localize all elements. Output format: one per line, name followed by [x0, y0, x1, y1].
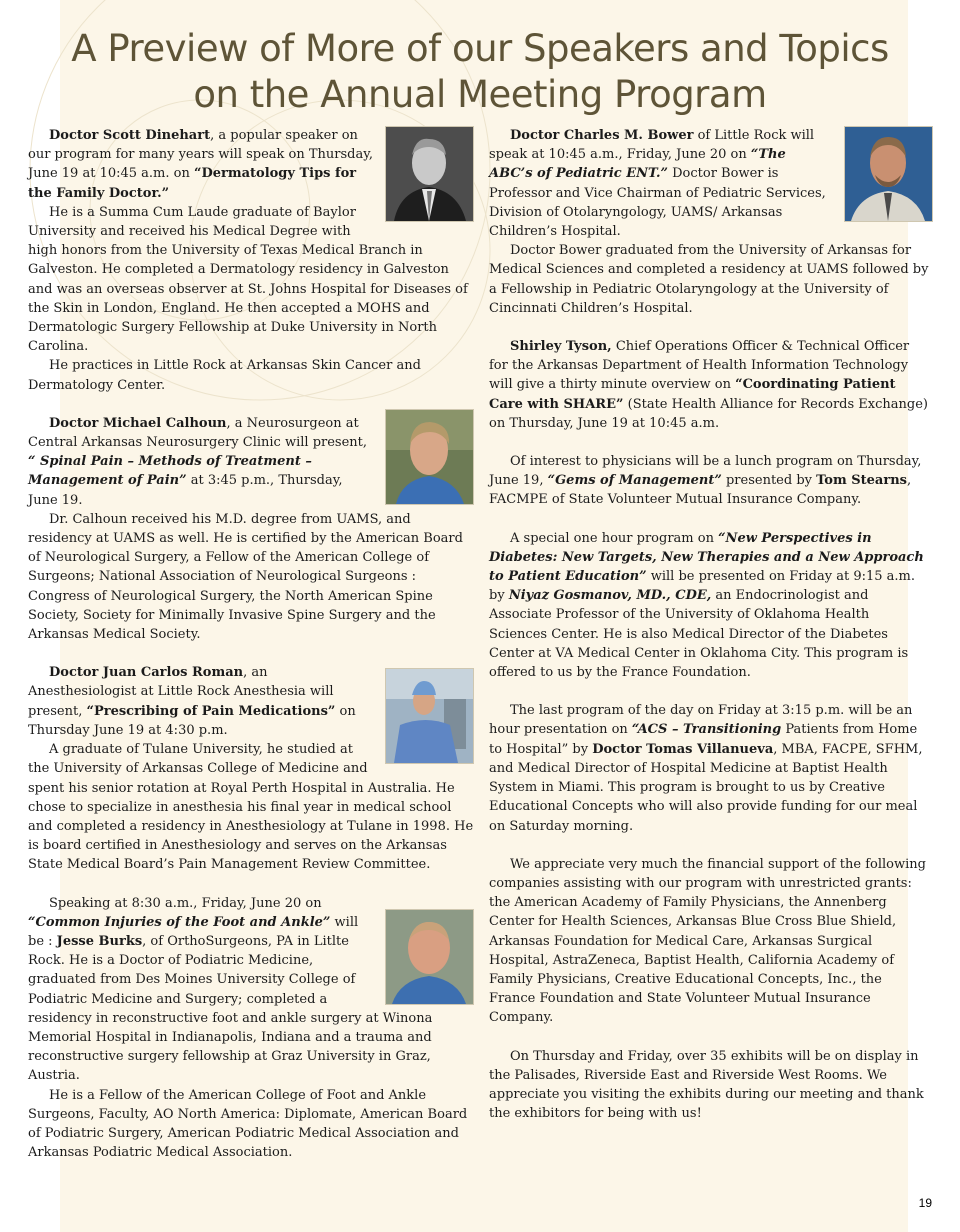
bower-intro: of Little Rock will speak at 10:45 a.m., Friday, June 20 on [489, 128, 815, 163]
topic-dinehart: “Dermatology Tips for the Family Doctor.” [28, 166, 357, 201]
photo-charles-bower [844, 126, 933, 222]
topic-burks: “Common Injuries of the Foot and Ankle” [28, 914, 331, 930]
bower-position: Doctor Bower is Professor and Vice Chairman of Pediatric Services, Division of Otolaryngology, UAMS/ Arkansas Children’s Hospital. [489, 166, 826, 240]
speaker-name-tyson: Shirley Tyson, [510, 339, 612, 355]
topic-lunch: “Gems of Management” [547, 473, 722, 489]
photo-michael-calhoun [385, 409, 474, 505]
diabetes-intro: A special one hour program on [510, 530, 719, 546]
topic-bower: “The ABC’s of Pediatric ENT.” [489, 147, 786, 182]
roman-time: on Thursday June 19 at 4:30 p.m. [28, 703, 356, 738]
dinehart-bio: He is a Summa Cum Laude graduate of Baylor University and received his Medical Degree with high honors from the University of Texas Medical Branch in Galveston. He completed a Dermatology residency in Galveston and was an overseas observer at St. Johns Hospital for Diseases of the Skin in London, England. He then accepted a MOHS and Dermatologic Surgery Fellowship at Duke University in North Carolina. [28, 204, 468, 355]
dinehart-intro: , a popular speaker on our program for many years will speak on Thursday, June 19 at 10:45 a.m. on [28, 128, 374, 182]
photo-juan-carlos-roman [385, 668, 474, 764]
sponsors-paragraph: We appreciate very much the financial support of the following companies assisting with our program with unrestricted grants: the American Academy of Family Physicians, the Annenberg Center for Health Sciences, Arkansas Blue Cross Blue Shield, Arkansas Foundation for Medical Care, Arkansas Surgical Hospital, AstraZeneca, Baptist Health, California Academy of Family Physicians, Creative Educational Concepts, Inc., the France Foundation and State Volunteer Mutual Insurance Company. [489, 856, 926, 1026]
title-line-1: A Preview of More of our Speakers and Topics [71, 27, 889, 70]
roman-intro: , an Anesthesiologist at Little Rock Anesthesia will present, [28, 665, 334, 719]
speaker-name-gosmanov: Niyaz Gosmanov, MD., CDE, [508, 588, 712, 604]
burks-bio: , of OrthoSurgeons, PA in Litlte Rock. He is a Doctor of Podiatric Medicine, graduated from Des Moines University College of Podiatric Medicine and Surgery; completed a residency in reconstructive foot and ankle surgery at Winona Memorial Hospital in Indianapolis, Indiana and a trauma and reconstructive surgery fellowship at Graz University in Graz, Austria. [28, 933, 433, 1084]
topic-diabetes: “New Perspectives in Diabetes: New Targets, New Therapies and a New Approach to Patient Education” [489, 530, 924, 585]
calhoun-bio: Dr. Calhoun received his M.D. degree from UAMS, and residency at UAMS as well. He is certified by the American Board of Neurological Surgery, a Fellow of the American College of Surgeons; National Association of Neurological Surgeons : Congress of Neurological Surgery, the North American Spine Society, Society for Minimally Invasive Spine Surgery and the Arkansas Medical Society. [28, 511, 463, 643]
dinehart-practice: He practices in Little Rock at Arkansas Skin Cancer and Dermatology Center. [28, 358, 421, 393]
bower-bio: Doctor Bower graduated from the University of Arkansas for Medical Sciences and completed a residency at UAMS followed by a Fellowship in Pediatric Otolaryngology at the University of Cincinnati Children’s Hospital. [489, 243, 929, 316]
page-number: 19 [918, 1196, 932, 1210]
photo-scott-dinehart [385, 126, 474, 222]
roman-bio: A graduate of Tulane University, he studied at the University of Arkansas College of Medicine and spent his senior rotation at Royal Perth Hospital in Australia. He chose to specialize in anesthesia his final year in medical school and completed a residency in Anesthesiology at Tulane in 1998. He is board certified in Anesthesiology and serves on the Arkansas State Medical Board’s Pain Management Review Committee. [28, 742, 474, 873]
tyson-time: (State Health Alliance for Records Exchange) on Thursday, June 19 at 10:45 a.m. [489, 396, 928, 431]
calhoun-time: at 3:45 p.m., Thursday, June 19. [28, 473, 343, 508]
lunch-presented-by: presented by [721, 473, 817, 489]
speaker-name-dinehart: Doctor Scott Dinehart [49, 128, 211, 143]
topic-calhoun: “ Spinal Pain – Methods of Treatment – Management of Pain” [28, 454, 312, 489]
acs-bio: , MBA, FACPE, SFHM, and Medical Director of Hospital Medicine at Baptist Health System in Miami. This program is brought to us by Creative Educational Concepts who will also provide funding for our meal on Saturday morning. [489, 741, 923, 834]
lunch-affiliation: , FACMPE of State Volunteer Mutual Insurance Company. [489, 473, 912, 508]
title-line-2: on the Annual Meeting Program [193, 73, 767, 116]
speaker-name-villanueva: Doctor Tomas Villanueva [592, 741, 774, 757]
calhoun-intro: , a Neurosurgeon at Central Arkansas Neurosurgery Clinic will present, [28, 415, 368, 451]
page-title [0, 26, 960, 118]
burks-will-be: will be : [28, 914, 359, 949]
acs-topic-rest: Patients from Home to Hospital” by [489, 722, 918, 757]
topic-roman: “Prescribing of Pain Medications” [86, 703, 336, 719]
right-column [489, 126, 931, 1123]
speaker-name-bower: Doctor Charles M. Bower [510, 128, 694, 143]
topic-acs: “ACS – Transitioning [631, 722, 782, 738]
speaker-name-stearns: Tom Stearns [816, 473, 907, 489]
exhibits-paragraph: On Thursday and Friday, over 35 exhibits will be on display in the Palisades, Riverside East and Riverside West Rooms. We appreciate you visiting the exhibits during our meeting and thank the exhibitors for being with us! [489, 1048, 924, 1122]
diabetes-time: will be presented on Friday at 9:15 a.m. by [489, 569, 915, 604]
speaker-name-burks: Jesse Burks [56, 933, 143, 949]
acs-intro: The last program of the day on Friday at 3:15 p.m. will be an hour presentation on [489, 703, 913, 738]
photo-jesse-burks [385, 909, 474, 1005]
left-column [28, 126, 474, 1162]
speaker-name-calhoun: Doctor Michael Calhoun [49, 415, 227, 431]
speaker-name-roman: Doctor Juan Carlos Roman [49, 665, 244, 681]
burks-intro: Speaking at 8:30 a.m., Friday, June 20 on [49, 895, 322, 911]
lunch-intro: Of interest to physicians will be a lunch program on Thursday, June 19, [489, 454, 922, 489]
tyson-intro: Chief Operations Officer & Technical Officer for the Arkansas Department of Health Information Technology will give a thirty minute overview on [489, 339, 910, 393]
topic-tyson: “Coordinating Patient Care with SHARE” [489, 377, 896, 412]
burks-fellow: He is a Fellow of the American College of Foot and Ankle Surgeons, Faculty, AO North America: Diplomate, American Board of Podiatric Surgery, American Podiatric Medical Association and Arkansas Podiatric Medical Association. [28, 1087, 468, 1161]
diabetes-bio: an Endocrinologist and Associate Professor of the University of Oklahoma Health Sciences Center. He is also Medical Director of the Diabetes Center at VA Medical Center in Oklahoma City. This program is offered to us by the France Foundation. [489, 588, 909, 681]
